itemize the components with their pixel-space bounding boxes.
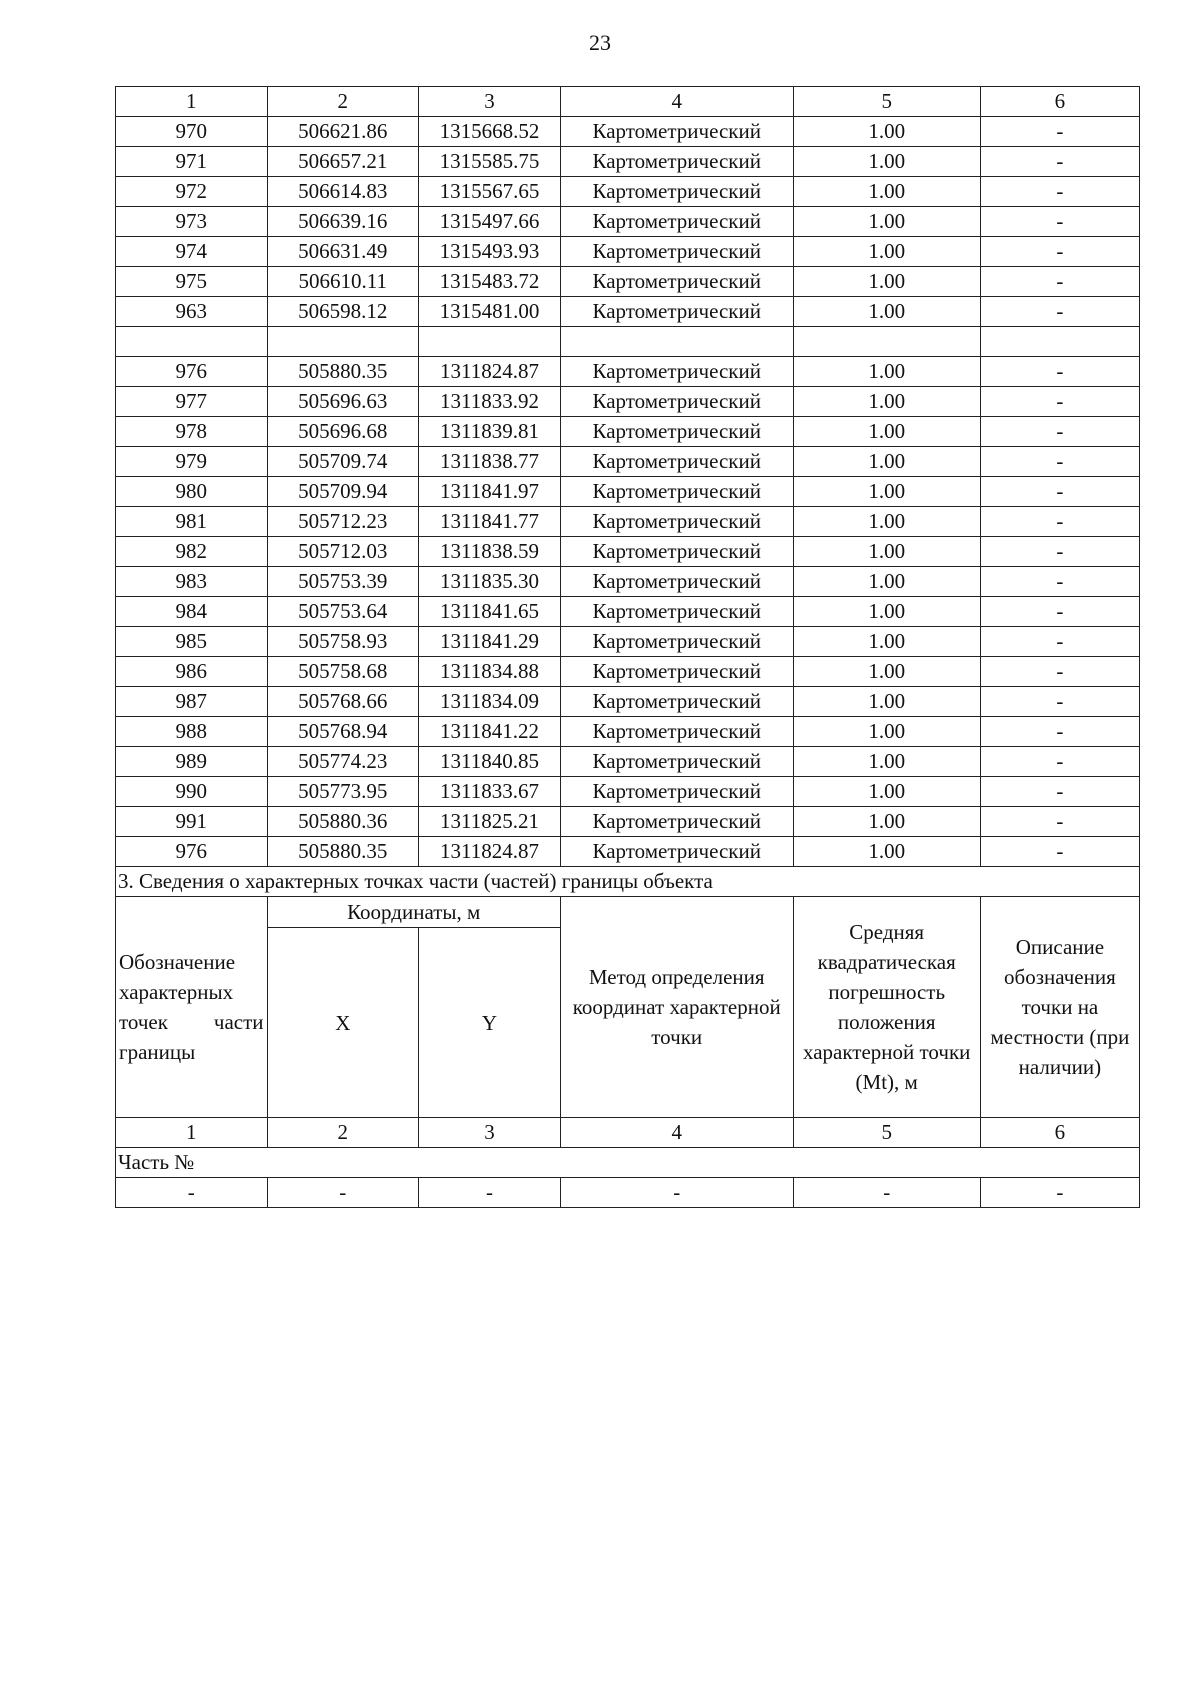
part-row — [116, 1178, 1140, 1208]
table-cell: 1315497.66 — [419, 207, 561, 237]
table-cell: 505880.35 — [267, 837, 419, 867]
table-row — [116, 357, 1140, 387]
header-coordinates: Координаты, м — [267, 897, 560, 928]
column-number: 5 — [793, 1118, 980, 1148]
table-cell: - — [980, 597, 1139, 627]
table-row — [116, 807, 1140, 837]
table-cell: 505758.93 — [267, 627, 419, 657]
table-cell: 1311824.87 — [419, 837, 561, 867]
table-cell: 1.00 — [793, 657, 980, 687]
table-row — [116, 267, 1140, 297]
table-cell: 505712.23 — [267, 507, 419, 537]
header-description: Описание обозначения точки на местности (при наличии) — [980, 897, 1139, 1118]
table-row — [116, 687, 1140, 717]
table-cell: 1.00 — [793, 687, 980, 717]
table-cell: 985 — [116, 627, 268, 657]
coordinates-table — [115, 86, 1140, 1208]
table-cell: 1.00 — [793, 537, 980, 567]
table-row — [116, 177, 1140, 207]
table-cell: - — [980, 657, 1139, 687]
table-cell: 505753.64 — [267, 597, 419, 627]
section-column-number-row — [116, 1118, 1140, 1148]
table-cell: Картометрический — [560, 807, 793, 837]
table-cell: 1311824.87 — [419, 357, 561, 387]
part-label: Часть № — [116, 1148, 1140, 1178]
table-cell: 1311833.67 — [419, 777, 561, 807]
table-cell: 982 — [116, 537, 268, 567]
table-cell: Картометрический — [560, 357, 793, 387]
column-number: 6 — [980, 87, 1139, 117]
table-cell: 1.00 — [793, 297, 980, 327]
column-number: 2 — [267, 1118, 419, 1148]
table-cell: 506614.83 — [267, 177, 419, 207]
table-cell: 505696.68 — [267, 417, 419, 447]
table-cell: Картометрический — [560, 777, 793, 807]
table-cell: 506657.21 — [267, 147, 419, 177]
table-cell: 1311841.22 — [419, 717, 561, 747]
table-cell: 1.00 — [793, 387, 980, 417]
table-cell: 505774.23 — [267, 747, 419, 777]
table-cell: Картометрический — [560, 567, 793, 597]
blank-cell — [560, 327, 793, 357]
table-cell: 1.00 — [793, 597, 980, 627]
table-cell: 963 — [116, 297, 268, 327]
table-cell: - — [980, 507, 1139, 537]
table-cell: 1315585.75 — [419, 147, 561, 177]
table-cell: Картометрический — [560, 117, 793, 147]
column-number: 4 — [560, 87, 793, 117]
table-cell: - — [980, 717, 1139, 747]
table-cell: 989 — [116, 747, 268, 777]
table-cell: - — [980, 537, 1139, 567]
table-cell: 505758.68 — [267, 657, 419, 687]
table-cell: 1311838.77 — [419, 447, 561, 477]
table-cell: 971 — [116, 147, 268, 177]
table-cell: 1311835.30 — [419, 567, 561, 597]
section-title-row — [116, 867, 1140, 897]
table-cell: 506621.86 — [267, 117, 419, 147]
table-cell: 1.00 — [793, 837, 980, 867]
table-cell: 1.00 — [793, 417, 980, 447]
table-cell: - — [980, 837, 1139, 867]
blank-cell — [267, 327, 419, 357]
table-cell: 505712.03 — [267, 537, 419, 567]
top-table-body — [116, 87, 1140, 867]
table-cell: 1315483.72 — [419, 267, 561, 297]
table-cell: 1311841.77 — [419, 507, 561, 537]
table-row — [116, 387, 1140, 417]
table-cell: - — [980, 207, 1139, 237]
table-cell: 976 — [116, 357, 268, 387]
table-row — [116, 717, 1140, 747]
table-cell: 505880.35 — [267, 357, 419, 387]
blank-separator-row — [116, 327, 1140, 357]
table-cell: - — [980, 417, 1139, 447]
table-cell: Картометрический — [560, 237, 793, 267]
table-cell: 1.00 — [793, 627, 980, 657]
table-cell: 1.00 — [793, 507, 980, 537]
section3 — [116, 867, 1140, 1208]
table-row — [116, 627, 1140, 657]
table-cell: 1.00 — [793, 717, 980, 747]
table-cell: Картометрический — [560, 297, 793, 327]
table-cell: 1.00 — [793, 747, 980, 777]
part-label-row — [116, 1148, 1140, 1178]
table-cell: Картометрический — [560, 537, 793, 567]
table-row — [116, 417, 1140, 447]
table-cell: 506598.12 — [267, 297, 419, 327]
part-cell: - — [419, 1178, 561, 1208]
table-cell: 505709.94 — [267, 477, 419, 507]
table-cell: 984 — [116, 597, 268, 627]
table-cell: - — [980, 357, 1139, 387]
table-row — [116, 567, 1140, 597]
table-cell: 981 — [116, 507, 268, 537]
blank-cell — [980, 327, 1139, 357]
table-cell: Картометрический — [560, 387, 793, 417]
table-cell: 1311839.81 — [419, 417, 561, 447]
table-cell: 505753.39 — [267, 567, 419, 597]
table-cell: 983 — [116, 567, 268, 597]
table-cell: 1.00 — [793, 357, 980, 387]
table-cell: 1.00 — [793, 207, 980, 237]
table-cell: - — [980, 297, 1139, 327]
part-cell: - — [980, 1178, 1139, 1208]
part-cell: - — [116, 1178, 268, 1208]
table-cell: Картометрический — [560, 687, 793, 717]
table-cell: - — [980, 117, 1139, 147]
table-cell: 975 — [116, 267, 268, 297]
table-row — [116, 537, 1140, 567]
table-cell: 1.00 — [793, 447, 980, 477]
table-cell: 1311834.09 — [419, 687, 561, 717]
table-cell: 1.00 — [793, 237, 980, 267]
blank-cell — [116, 327, 268, 357]
table-cell: 1311834.88 — [419, 657, 561, 687]
table-cell: - — [980, 687, 1139, 717]
table-row — [116, 657, 1140, 687]
table-cell: - — [980, 237, 1139, 267]
table-row — [116, 777, 1140, 807]
section-title: 3. Сведения о характерных точках части (частей) границы объекта — [116, 867, 1140, 897]
table-row — [116, 477, 1140, 507]
table-cell: Картометрический — [560, 207, 793, 237]
column-number: 3 — [419, 1118, 561, 1148]
blank-cell — [419, 327, 561, 357]
part-cell: - — [267, 1178, 419, 1208]
table-cell: 1.00 — [793, 117, 980, 147]
table-cell: 1.00 — [793, 777, 980, 807]
table-cell: 977 — [116, 387, 268, 417]
table-cell: - — [980, 177, 1139, 207]
table-cell: Картометрический — [560, 267, 793, 297]
table-cell: 973 — [116, 207, 268, 237]
table-cell: Картометрический — [560, 147, 793, 177]
table-cell: Картометрический — [560, 177, 793, 207]
table-cell: 1311825.21 — [419, 807, 561, 837]
table-cell: 1.00 — [793, 267, 980, 297]
table-row — [116, 297, 1140, 327]
table-cell: 1311833.92 — [419, 387, 561, 417]
table-row — [116, 507, 1140, 537]
header-y: Y — [419, 928, 561, 1118]
table-cell: Картометрический — [560, 657, 793, 687]
table-row — [116, 207, 1140, 237]
table-row — [116, 447, 1140, 477]
table-cell: - — [980, 447, 1139, 477]
table-row — [116, 117, 1140, 147]
table-cell: 1315481.00 — [419, 297, 561, 327]
table-cell: 980 — [116, 477, 268, 507]
table-cell: 1315567.65 — [419, 177, 561, 207]
table-cell: 979 — [116, 447, 268, 477]
table-cell: 1311841.97 — [419, 477, 561, 507]
table-cell: 978 — [116, 417, 268, 447]
table-cell: Картометрический — [560, 717, 793, 747]
table-cell: 1.00 — [793, 807, 980, 837]
table-cell: 988 — [116, 717, 268, 747]
table-cell: 1311840.85 — [419, 747, 561, 777]
table-cell: Картометрический — [560, 417, 793, 447]
table-row — [116, 147, 1140, 177]
table-cell: 986 — [116, 657, 268, 687]
table-cell: - — [980, 387, 1139, 417]
table-cell: 505880.36 — [267, 807, 419, 837]
table-cell: Картометрический — [560, 747, 793, 777]
table-cell: - — [980, 147, 1139, 177]
part-cell: - — [793, 1178, 980, 1208]
table-cell: 976 — [116, 837, 268, 867]
table-cell: 1315493.93 — [419, 237, 561, 267]
table-cell: 1.00 — [793, 177, 980, 207]
column-number: 3 — [419, 87, 561, 117]
table-cell: 1311838.59 — [419, 537, 561, 567]
table-cell: 505709.74 — [267, 447, 419, 477]
table-cell: 987 — [116, 687, 268, 717]
table-cell: 1.00 — [793, 567, 980, 597]
table-cell: Картометрический — [560, 837, 793, 867]
table-cell: Картометрический — [560, 507, 793, 537]
column-number: 4 — [560, 1118, 793, 1148]
table-row — [116, 837, 1140, 867]
table-row — [116, 747, 1140, 777]
table-row — [116, 237, 1140, 267]
table-cell: 1.00 — [793, 477, 980, 507]
table-cell: 970 — [116, 117, 268, 147]
table-cell: 1311841.29 — [419, 627, 561, 657]
table-cell: Картометрический — [560, 447, 793, 477]
table-cell: 972 — [116, 177, 268, 207]
table-cell: 991 — [116, 807, 268, 837]
table-cell: 990 — [116, 777, 268, 807]
table-cell: - — [980, 477, 1139, 507]
part-cell: - — [560, 1178, 793, 1208]
table-cell: 505773.95 — [267, 777, 419, 807]
table-cell: 974 — [116, 237, 268, 267]
table-cell: Картометрический — [560, 597, 793, 627]
table-cell: - — [980, 807, 1139, 837]
table-cell: - — [980, 267, 1139, 297]
header-method: Метод определения координат характерной точки — [560, 897, 793, 1118]
table-row — [116, 597, 1140, 627]
column-number: 5 — [793, 87, 980, 117]
table-cell: 505768.66 — [267, 687, 419, 717]
table-cell: 505768.94 — [267, 717, 419, 747]
table-cell: - — [980, 567, 1139, 597]
blank-cell — [793, 327, 980, 357]
section-header-row — [116, 897, 1140, 928]
header-x: X — [267, 928, 419, 1118]
table-cell: 506631.49 — [267, 237, 419, 267]
column-number: 1 — [116, 1118, 268, 1148]
table-cell: 506610.11 — [267, 267, 419, 297]
table-cell: 505696.63 — [267, 387, 419, 417]
table-cell: 1315668.52 — [419, 117, 561, 147]
table-cell: - — [980, 777, 1139, 807]
page-number: 23 — [589, 30, 611, 55]
table-cell: Картометрический — [560, 627, 793, 657]
column-number-row — [116, 87, 1140, 117]
header-error: Средняя квадратическая погрешность положения характерной точки (Mt), м — [793, 897, 980, 1118]
column-number: 1 — [116, 87, 268, 117]
table-cell: 1311841.65 — [419, 597, 561, 627]
column-number: 6 — [980, 1118, 1139, 1148]
column-number: 2 — [267, 87, 419, 117]
table-cell: 1.00 — [793, 147, 980, 177]
table-cell: - — [980, 747, 1139, 777]
header-designation: Обозначение характерных точек части границы — [116, 897, 268, 1118]
table-cell: 506639.16 — [267, 207, 419, 237]
table-cell: - — [980, 627, 1139, 657]
table-cell: Картометрический — [560, 477, 793, 507]
